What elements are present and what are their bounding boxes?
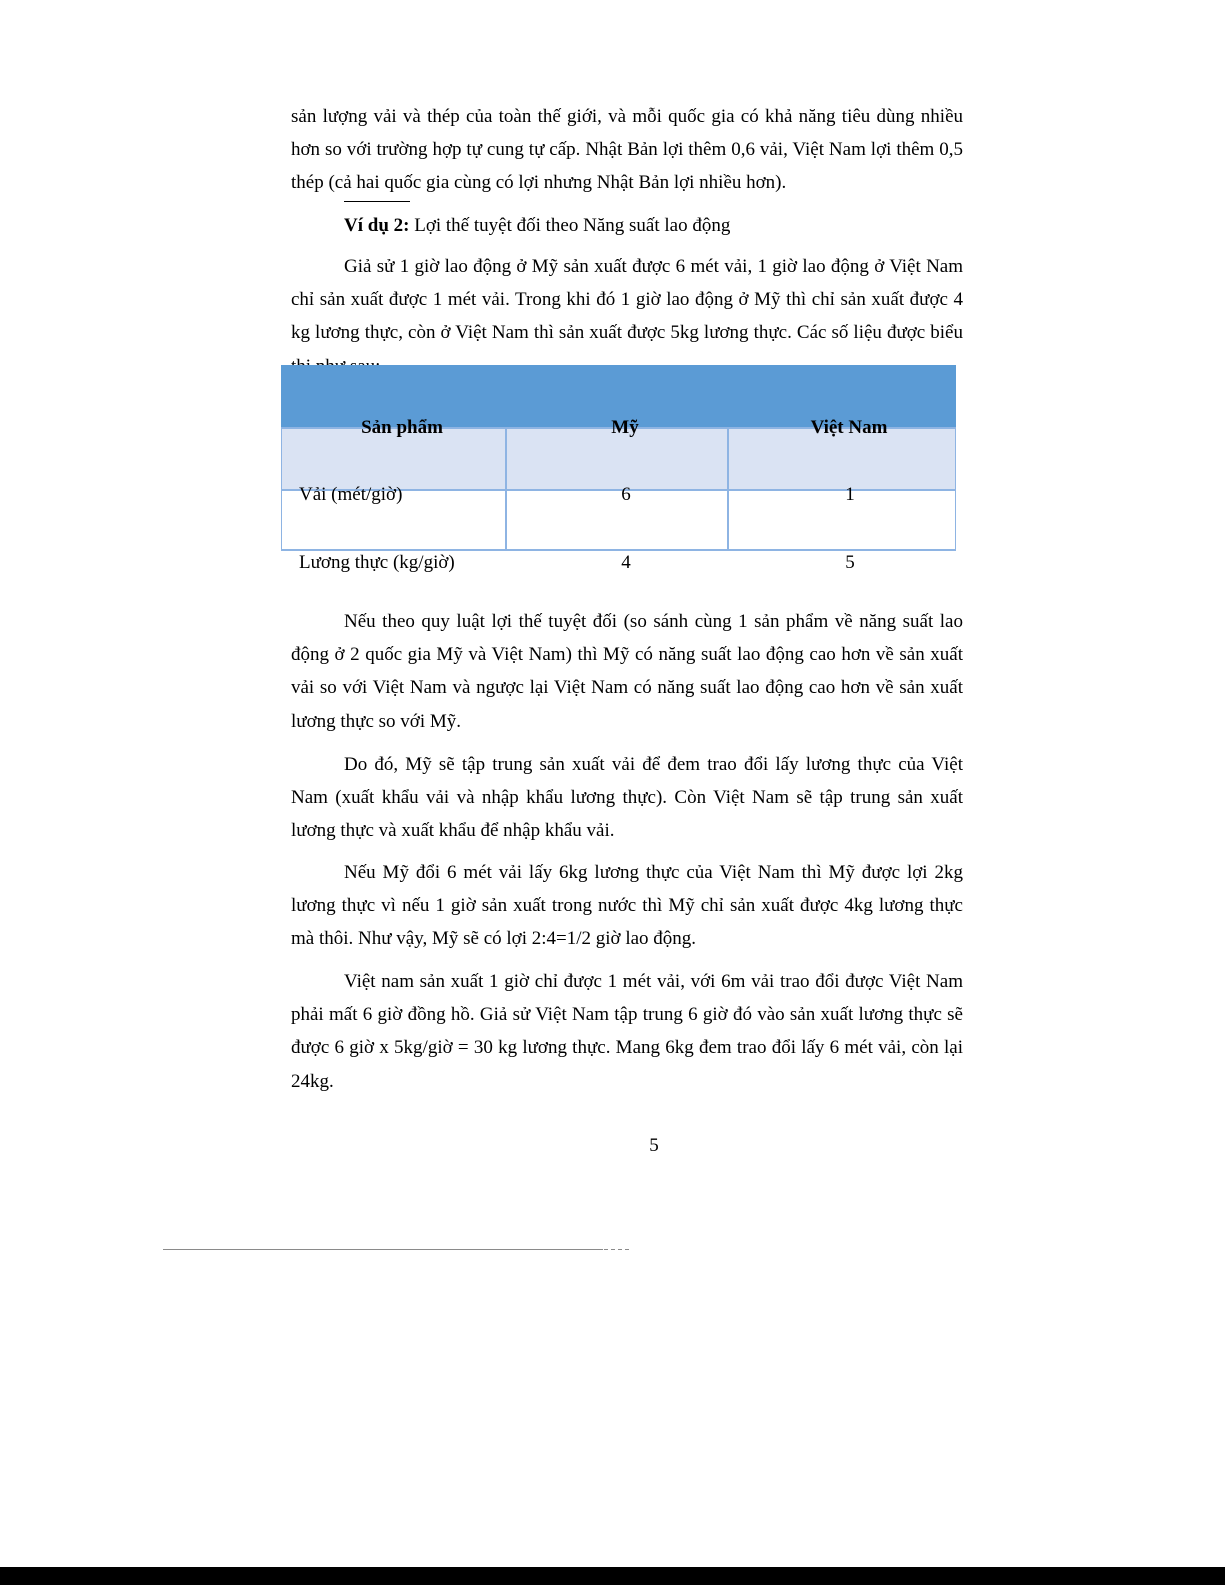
- example-heading: [344, 211, 730, 241]
- example-title: Lợi thế tuyệt đối theo Năng suất lao động: [409, 215, 731, 236]
- table-header-product: Sản phẩm: [361, 417, 443, 438]
- table-edge-right: [955, 427, 956, 551]
- table-cell-product: Vải (mét/giờ): [299, 484, 403, 505]
- example-label: Ví dụ 2:: [344, 215, 410, 236]
- paragraph-vietnam-gain: Việt nam sản xuất 1 giờ chỉ được 1 mét vải, với 6m vải trao đổi được Việt Nam phải mất 6 giờ đồng hồ. Giả sử Việt Nam tập trung 6 giờ đó vào sản xuất lương thực sẽ được 6 giờ x 5kg/giờ = 30 kg lương thực. Mang 6kg đem trao đổi lấy 6 mét vải, còn lại 24kg.: [291, 971, 963, 1092]
- underline-mark: [344, 201, 410, 202]
- table-divider: [727, 427, 729, 551]
- table-cell-product: Lương thực (kg/giờ): [299, 552, 455, 573]
- footnote-separator-dash: [604, 1249, 630, 1250]
- page-bottom-edge: [0, 1567, 1225, 1585]
- table-header-vietnam: Việt Nam: [810, 417, 888, 438]
- table-divider: [505, 427, 507, 551]
- paragraph-specialization: Do đó, Mỹ sẽ tập trung sản xuất vải để đem trao đổi lấy lương thực của Việt Nam (xuất khẩu vải và nhập khẩu lương thực). Còn Việt Nam sẽ tập trung sản xuất lương thực và xuất khẩu để nhập khẩu vải.: [291, 754, 963, 842]
- paragraph-usa-gain: Nếu Mỹ đổi 6 mét vải lấy 6kg lương thực của Việt Nam thì Mỹ được lợi 2kg lương thực vì nếu 1 giờ sản xuất trong nước thì Mỹ chỉ sản xuất được 4kg lương thực mà thôi. Như vậy, Mỹ sẽ có lợi 2:4=1/2 giờ lao động.: [291, 862, 963, 950]
- footnote-separator: [163, 1249, 603, 1250]
- paragraph-absolute-advantage: Nếu theo quy luật lợi thế tuyệt đối (so sánh cùng 1 sản phẩm về năng suất lao động ở 2 quốc gia Mỹ và Việt Nam) thì Mỹ có năng suất lao động cao hơn về sản xuất vải so với Việt Nam và ngược lại Việt Nam có năng suất lao động cao hơn về sản xuất lương thực so với Mỹ.: [291, 611, 963, 732]
- table-cell-usa: 6: [621, 484, 631, 505]
- table-cell-vietnam: 1: [845, 484, 855, 505]
- table-cell-vietnam: 5: [845, 552, 855, 573]
- table-header-usa: Mỹ: [611, 417, 639, 438]
- table-edge-left: [281, 427, 282, 551]
- page-number: 5: [649, 1135, 659, 1156]
- table-cell-usa: 4: [621, 552, 631, 573]
- paragraph-intro: sản lượng vải và thép của toàn thế giới, và mỗi quốc gia có khả năng tiêu dùng nhiều hơn so với trường hợp tự cung tự cấp. Nhật Bản lợi thêm 0,6 vải, Việt Nam lợi thêm 0,5 thép (cả hai quốc gia cùng có lợi nhưng Nhật Bản lợi nhiều hơn).: [291, 106, 963, 194]
- paragraph-assumption: Giả sử 1 giờ lao động ở Mỹ sản xuất được 6 mét vải, 1 giờ lao động ở Việt Nam chỉ sản xuất được 1 mét vải. Trong khi đó 1 giờ lao động ở Mỹ thì chỉ sản xuất được 4 kg lương thực, còn ở Việt Nam thì sản xuất được 5kg lương thực. Các số liệu được biểu: [291, 256, 963, 344]
